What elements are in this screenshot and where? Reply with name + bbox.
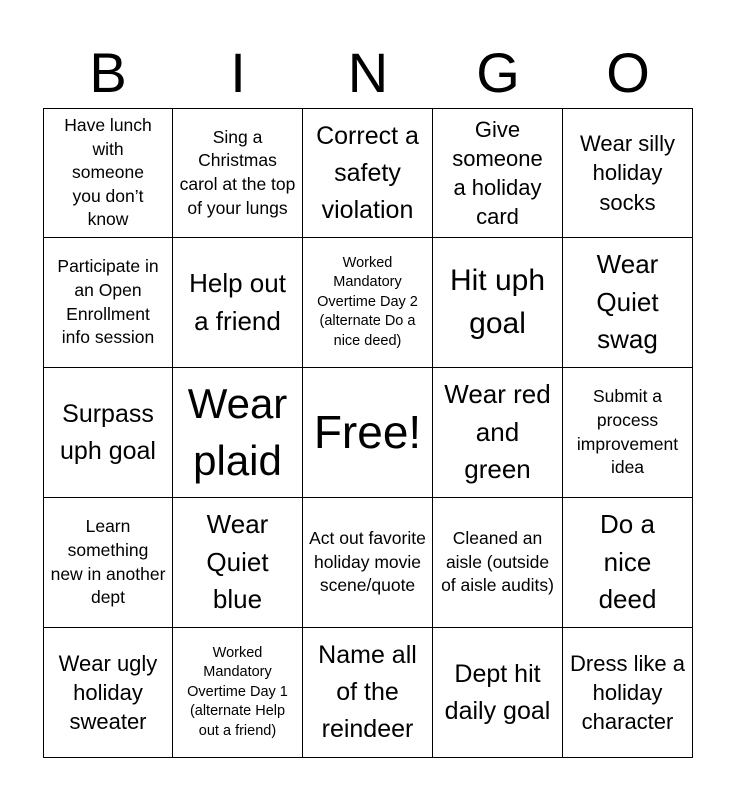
cell-text: Give someone a holiday card xyxy=(452,116,543,230)
bingo-cell-r4-c4[interactable] xyxy=(433,498,563,628)
cell-text: Sing a Christmas carol at the top of your lungs xyxy=(179,126,296,218)
bingo-cell-r2-c2[interactable] xyxy=(173,238,303,368)
cell-text: Wear plaid xyxy=(187,379,288,484)
header-letter-g: G xyxy=(476,41,520,104)
bingo-cell-r5-c1[interactable] xyxy=(43,628,173,758)
cell-text: Wear ugly holiday sweater xyxy=(58,650,158,735)
bingo-cell-r4-c1[interactable] xyxy=(43,498,173,628)
bingo-cell-r5-c5[interactable] xyxy=(563,628,693,758)
cell-text: Hit uph goal xyxy=(449,263,546,340)
bingo-cell-r3-c2[interactable] xyxy=(173,368,303,498)
bingo-cell-r1-c4[interactable] xyxy=(433,108,563,238)
bingo-board xyxy=(43,108,693,758)
bingo-cell-r4-c5[interactable] xyxy=(563,498,693,628)
bingo-cell-r3-c4[interactable] xyxy=(433,368,563,498)
bingo-cell-r4-c3[interactable] xyxy=(303,498,433,628)
cell-text: Correct a safety violation xyxy=(316,121,419,224)
bingo-cell-r2-c1[interactable] xyxy=(43,238,173,368)
cell-text: Learn something new in another dept xyxy=(50,516,166,608)
header-letter-n: N xyxy=(347,41,389,104)
cell-text: Help out a friend xyxy=(189,267,286,336)
bingo-cell-r2-c4[interactable] xyxy=(433,238,563,368)
bingo-cell-r5-c3[interactable] xyxy=(303,628,433,758)
bingo-header xyxy=(43,38,693,108)
bingo-cell-r5-c4[interactable] xyxy=(433,628,563,758)
bingo-cell-r4-c2[interactable] xyxy=(173,498,303,628)
bingo-cell-r1-c1[interactable] xyxy=(43,108,173,238)
cell-text: Wear silly holiday socks xyxy=(580,131,675,215)
cell-text: Do a nice deed xyxy=(598,508,657,615)
bingo-cell-r2-c3[interactable] xyxy=(303,238,433,368)
bingo-cell-r2-c5[interactable] xyxy=(563,238,693,368)
cell-text: Wear red and green xyxy=(444,378,551,485)
cell-text: Wear Quiet blue xyxy=(206,508,269,615)
bingo-cell-r1-c3[interactable] xyxy=(303,108,433,238)
cell-text: Have lunch with someone you don’t know xyxy=(64,114,152,230)
cell-text: Dept hit daily goal xyxy=(444,659,551,725)
bingo-cell-r3-c5[interactable] xyxy=(563,368,693,498)
bingo-cell-r3-c3-free[interactable] xyxy=(303,368,433,498)
bingo-cell-r1-c2[interactable] xyxy=(173,108,303,238)
header-letter-o: O xyxy=(606,41,650,104)
free-space-text: Free! xyxy=(313,405,422,458)
cell-text: Worked Mandatory Overtime Day 2 (alternate Do a nice deed) xyxy=(317,254,418,349)
cell-text: Participate in an Open Enrollment info session xyxy=(57,256,159,348)
cell-text: Dress like a holiday character xyxy=(570,650,685,735)
header-letter-i: I xyxy=(230,41,246,104)
cell-text: Cleaned an aisle (outside of aisle audits) xyxy=(441,528,554,596)
bingo-cell-r5-c2[interactable] xyxy=(173,628,303,758)
cell-text: Wear Quiet swag xyxy=(596,248,659,355)
bingo-cell-r3-c1[interactable] xyxy=(43,368,173,498)
cell-text: Surpass uph goal xyxy=(60,399,156,465)
cell-text: Submit a process improvement idea xyxy=(576,386,679,478)
cell-text: Name all of the reindeer xyxy=(318,641,417,743)
cell-text: Worked Mandatory Overtime Day 1 (alternate Help out a friend) xyxy=(187,644,288,739)
header-letter-b: B xyxy=(89,41,127,104)
cell-text: Act out favorite holiday movie scene/quote xyxy=(309,528,426,596)
bingo-cell-r1-c5[interactable] xyxy=(563,108,693,238)
